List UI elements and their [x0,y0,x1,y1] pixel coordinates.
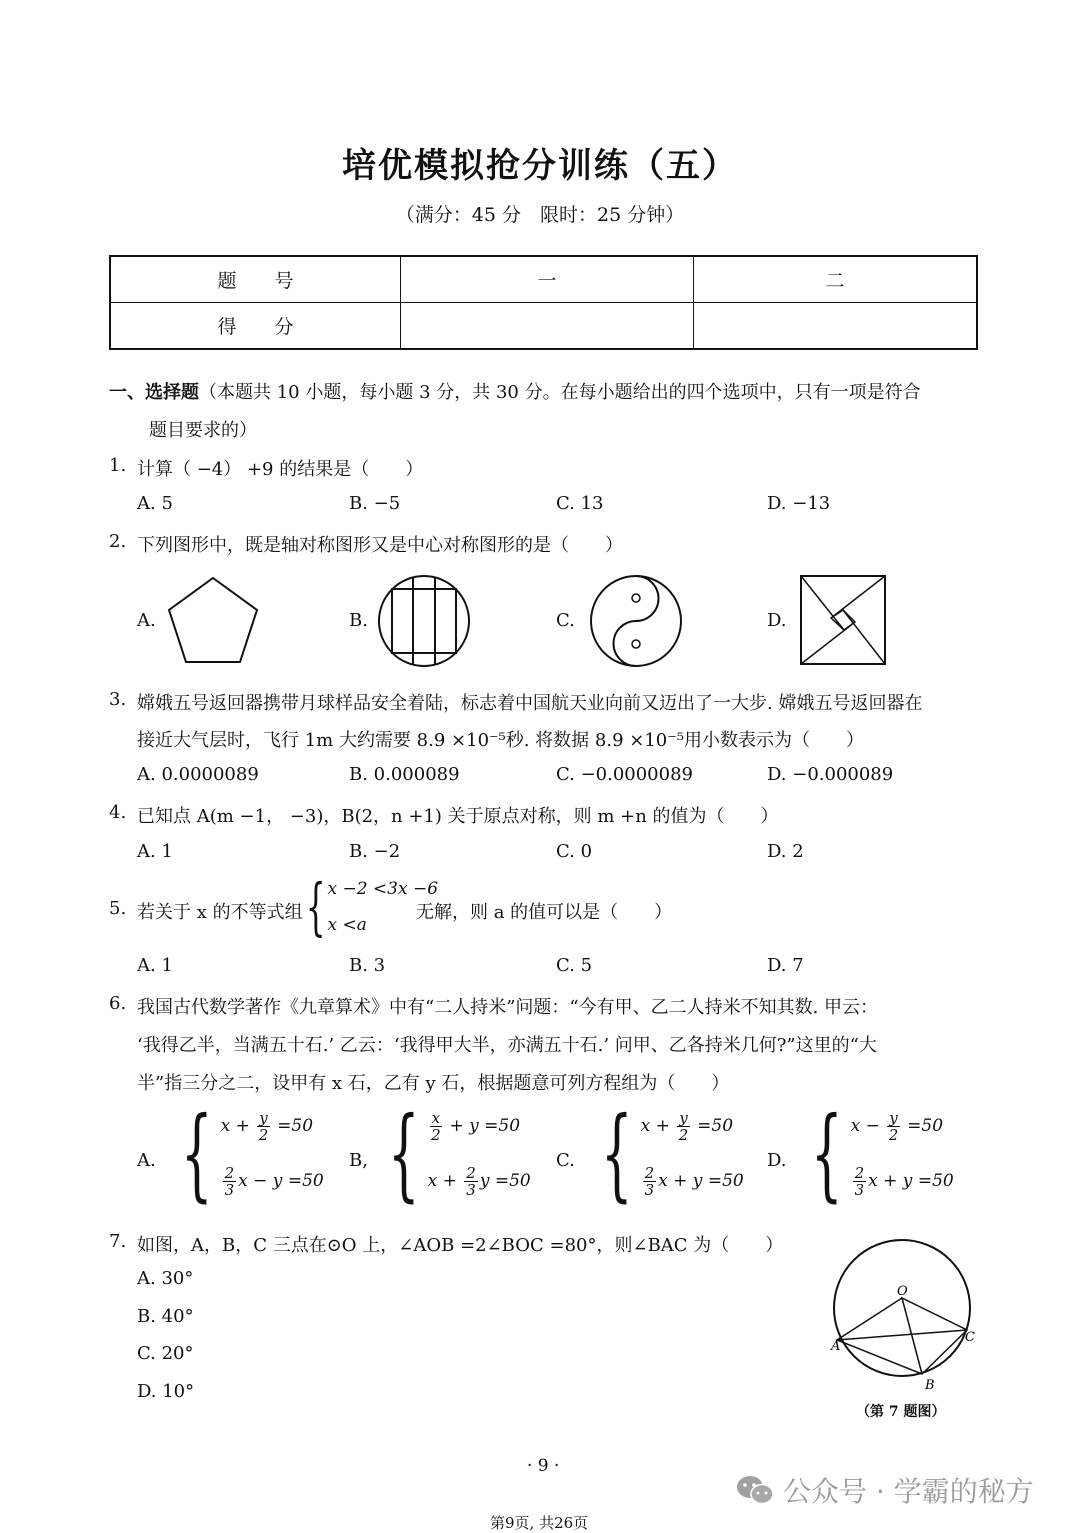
watermark-text: 公众号 · 学霸的秘方 [783,1475,1034,1508]
q6-num: 6. [109,993,127,1014]
section-title: 一、选择题 [109,382,199,403]
wechat-icon [735,1473,775,1507]
q6-option-d: D. [767,1150,787,1171]
score-header: 二 [694,256,978,303]
circle-figure-q7 [825,1232,985,1392]
q6-text-1: 我国古代数学著作《九章算术》中有“二人持米”问题：“今有甲、乙二人持米不知其数. 甲云： [137,997,879,1018]
q6-option-a: A. [137,1150,156,1171]
q2-option-b: B. [349,610,368,631]
q1-num: 1. [109,455,127,476]
q3-text-2: 接近大气层时，飞行 1m 大约需要 8.9 ×10⁻⁵秒. 将数据 8.9 ×10⁻⁵用小数表示为（ ） [137,730,864,751]
q5-inequality-1: x −2 <3x −6 [327,879,439,899]
q1-option-d: D. −13 [767,493,831,514]
q5-text-before: 若关于 x 的不等式组 [137,902,303,923]
score-label: 得 分 [110,303,401,350]
q1-option-a: A. 5 [137,493,173,514]
q1-option-b: B. −5 [349,493,401,514]
score-table [109,255,978,350]
q3-option-c: C. −0.0000089 [556,764,693,785]
q2-text: 下列图形中，既是轴对称图形又是中心对称图形的是（ ） [137,535,623,556]
score-cell [694,303,978,350]
q3-text-1: 嫦娥五号返回器携带月球样品安全着陆，标志着中国航天业向前又迈出了一大步. 嫦娥五号返回器在 [137,693,923,714]
section-desc-2: 题目要求的） [149,420,257,441]
q7-text: 如图，A，B，C 三点在⊙O 上，∠AOB =2∠BOC =80°，则∠BAC 为（ ） [137,1235,784,1256]
label-a: A [831,1339,841,1354]
q6-text-2: ‘我得乙半，当满五十石.’ 乙云：‘我得甲大半，亦满五十石.’ 问甲、乙各持米几何?”这里的“大 [137,1035,877,1056]
q7-option-a: A. 30° [137,1268,194,1289]
q6-system-a: { x + $\frac{y}{2}$ =50 $\frac{2}{3}$ x − y =50 [180,1095,324,1212]
q5-inequality-system: { x −2 <3x −6 x <a [305,870,439,943]
circle-square-figure [376,573,472,669]
q4-option-b: B. −2 [349,841,401,862]
pinwheel-square-figure [799,574,887,666]
q4-num: 4. [109,802,127,823]
label-c: C [965,1330,975,1345]
q5-text-after: 无解，则 a 的值可以是（ ） [416,902,673,923]
q2-option-c: C. [556,610,575,631]
page-number: · 9 · [527,1456,560,1476]
q7-num: 7. [109,1231,127,1252]
q4-text: 已知点 A(m −1， −3)，B(2，n +1) 关于原点对称，则 m +n 的值为（ ） [137,806,779,827]
section-desc: （本题共 10 小题，每小题 3 分，共 30 分。在每小题给出的四个选项中，只有一项是符合 [199,382,921,403]
q7-option-d: D. 10° [137,1381,195,1402]
q5-num: 5. [109,898,127,919]
section-heading [109,378,921,404]
q1-text: 计算（ −4） +9 的结果是（ ） [137,459,424,480]
q6-system-b: { $\frac{x}{2}$ + y =50 x + $\frac{2}{3}$ y =50 [387,1095,531,1212]
q6-system-d: { x − $\frac{y}{2}$ =50 $\frac{2}{3}$ x + y =50 [810,1095,954,1212]
subtitle: （满分：45 分 限时：25 分钟） [395,204,685,226]
q2-option-a: A. [137,610,156,631]
q7-option-b: B. 40° [137,1306,194,1327]
q3-option-d: D. −0.000089 [767,764,894,785]
q5-option-b: B. 3 [349,955,386,976]
watermark [735,1470,1034,1510]
q6-option-b: B, [349,1150,368,1171]
q6-system-c: { x + $\frac{y}{2}$ =50 $\frac{2}{3}$ x + y =50 [600,1095,744,1212]
q5-inequality-2: x <a [327,915,367,935]
score-cell [401,303,694,350]
q5-option-d: D. 7 [767,955,804,976]
score-header: 题 号 [110,256,401,303]
q4-option-a: A. 1 [137,841,173,862]
q1-option-c: C. 13 [556,493,604,514]
q2-option-d: D. [767,610,787,631]
label-o: O [897,1284,908,1299]
page-title: 培优模拟抢分训练（五） [342,146,738,186]
figure-caption: （第 7 题图） [856,1404,946,1420]
label-b: B [925,1378,935,1392]
q2-num: 2. [109,531,127,552]
pentagon-figure [165,570,265,670]
q6-text-3: 半”指三分之二，设甲有 x 石，乙有 y 石，根据题意可列方程组为（ ） [137,1073,730,1094]
q5-option-c: C. 5 [556,955,593,976]
page-footer: 第9页, 共26页 [490,1514,589,1532]
q3-num: 3. [109,689,127,710]
q6-option-c: C. [556,1150,575,1171]
q3-option-a: A. 0.0000089 [137,764,259,785]
q3-option-b: B. 0.000089 [349,764,460,785]
yin-yang-figure [588,573,684,669]
score-header: 一 [401,256,694,303]
q4-option-c: C. 0 [556,841,593,862]
q4-option-d: D. 2 [767,841,804,862]
q5-option-a: A. 1 [137,955,173,976]
q7-option-c: C. 20° [137,1343,194,1364]
